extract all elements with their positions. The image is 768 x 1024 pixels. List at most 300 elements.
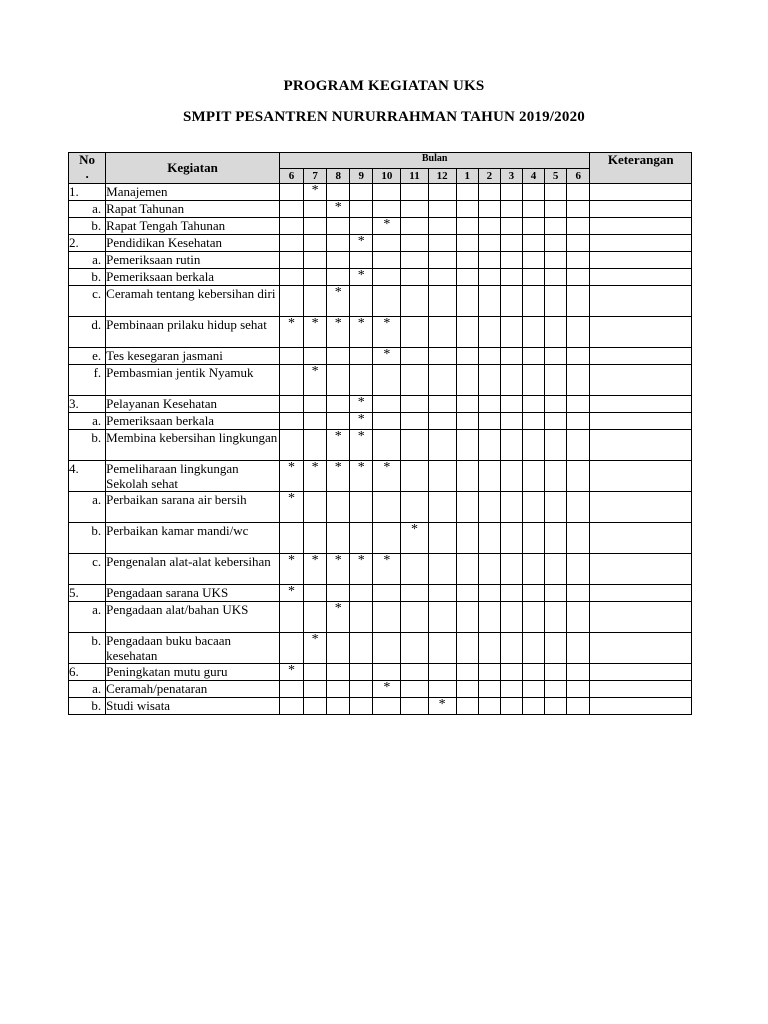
month-header: 2 [478,169,500,184]
row-number: b. [69,698,106,715]
table-row [69,413,692,430]
month-cell [373,554,401,585]
month-cell [567,218,590,235]
month-cell [456,698,478,715]
month-cell [478,554,500,585]
month-cell [428,461,456,492]
activity-name: Studi wisata [106,698,280,715]
month-cell [304,633,327,664]
month-cell [428,348,456,365]
month-cell [478,269,500,286]
month-cell [350,348,373,365]
month-cell [428,286,456,317]
month-cell [350,492,373,523]
keterangan-cell [590,681,692,698]
row-number: 4. [69,461,106,492]
month-cell [522,681,544,698]
schedule-mark: * [357,395,365,410]
month-cell [522,269,544,286]
month-cell [522,430,544,461]
month-cell [373,365,401,396]
schedule-mark: * [311,553,319,568]
row-number: d. [69,317,106,348]
month-cell [401,348,428,365]
month-cell [350,235,373,252]
month-cell [500,218,522,235]
month-cell [456,413,478,430]
keterangan-cell [590,523,692,554]
table-body [69,184,692,715]
schedule-table [68,152,692,715]
month-cell [500,681,522,698]
month-cell [567,365,590,396]
keterangan-cell [590,430,692,461]
month-cell [327,413,350,430]
activity-name: Pemeriksaan berkala [106,269,280,286]
table-row [69,286,692,317]
month-cell [279,348,303,365]
month-cell [478,523,500,554]
table-row [69,235,692,252]
activity-name: Perbaikan sarana air bersih [106,492,280,523]
month-cell [401,430,428,461]
table-row [69,317,692,348]
month-header: 4 [522,169,544,184]
keterangan-cell [590,184,692,201]
month-cell [428,602,456,633]
month-cell [327,585,350,602]
activity-name: Pengenalan alat-alat kebersihan [106,554,280,585]
month-cell [304,286,327,317]
month-cell [279,698,303,715]
activity-name: Ceramah/penataran [106,681,280,698]
month-cell [567,681,590,698]
month-cell [327,317,350,348]
schedule-mark: * [334,553,342,568]
schedule-mark: * [334,285,342,300]
month-cell [279,218,303,235]
month-cell [522,698,544,715]
month-cell [327,492,350,523]
month-cell [327,681,350,698]
keterangan-cell [590,633,692,664]
month-cell [327,252,350,269]
month-cell [373,602,401,633]
month-cell [327,218,350,235]
month-cell [401,269,428,286]
row-number: 2. [69,235,106,252]
row-number: 5. [69,585,106,602]
activity-name: Peningkatan mutu guru [106,664,280,681]
month-cell [500,269,522,286]
document-title: PROGRAM KEGIATAN UKS [283,78,485,94]
keterangan-cell [590,269,692,286]
month-cell [522,633,544,664]
table-row [69,492,692,523]
month-cell [279,585,303,602]
month-cell [279,633,303,664]
month-cell [567,492,590,523]
month-cell [373,585,401,602]
month-cell [456,554,478,585]
table-row [69,348,692,365]
month-cell [522,554,544,585]
month-cell [401,413,428,430]
keterangan-cell [590,698,692,715]
activity-name: Pengadaan alat/bahan UKS [106,602,280,633]
activity-name: Pemeliharaan lingkungan Sekolah sehat [106,461,280,492]
month-cell [567,413,590,430]
table-row [69,252,692,269]
month-cell [478,461,500,492]
schedule-mark: * [311,632,319,647]
month-cell [522,365,544,396]
month-cell [304,396,327,413]
month-cell [304,430,327,461]
month-cell [373,681,401,698]
month-cell [567,633,590,664]
month-cell [428,633,456,664]
month-cell [545,430,567,461]
month-cell [456,201,478,218]
month-cell [373,184,401,201]
month-cell [428,430,456,461]
month-cell [456,585,478,602]
month-cell [456,252,478,269]
keterangan-cell [590,413,692,430]
month-cell [279,184,303,201]
activity-name: Pembasmian jentik Nyamuk [106,365,280,396]
month-cell [428,317,456,348]
keterangan-cell [590,286,692,317]
activity-name: Ceramah tentang kebersihan diri [106,286,280,317]
keterangan-cell [590,201,692,218]
month-cell [545,554,567,585]
month-cell [522,664,544,681]
month-cell [401,252,428,269]
month-cell [350,585,373,602]
month-cell [545,523,567,554]
schedule-mark: * [334,316,342,331]
month-cell [428,523,456,554]
month-cell [279,365,303,396]
month-cell [401,554,428,585]
month-cell [500,664,522,681]
month-cell [350,365,373,396]
row-number: a. [69,602,106,633]
month-cell [545,348,567,365]
month-cell [428,585,456,602]
table-row [69,269,692,286]
month-cell [279,269,303,286]
table-row [69,430,692,461]
activity-name: Rapat Tengah Tahunan [106,218,280,235]
month-cell [401,201,428,218]
month-cell [279,523,303,554]
month-cell [500,633,522,664]
row-number: a. [69,413,106,430]
table-row [69,698,692,715]
month-header: 8 [327,169,350,184]
month-cell [327,269,350,286]
month-cell [500,413,522,430]
month-cell [567,201,590,218]
month-cell [567,523,590,554]
month-cell [456,184,478,201]
header-bulan: Bulan [279,153,589,169]
month-cell [545,218,567,235]
row-number: b. [69,218,106,235]
row-number: e. [69,348,106,365]
month-cell [304,492,327,523]
keterangan-cell [590,554,692,585]
month-cell [401,681,428,698]
month-cell [350,201,373,218]
month-cell [350,413,373,430]
month-cell [350,218,373,235]
month-cell [567,602,590,633]
schedule-mark: * [311,183,319,198]
month-cell [545,681,567,698]
schedule-mark: * [311,364,319,379]
month-cell [500,252,522,269]
month-cell [522,286,544,317]
month-cell [456,269,478,286]
table-row [69,461,692,492]
month-cell [456,492,478,523]
month-cell [373,492,401,523]
month-cell [500,235,522,252]
month-cell [500,184,522,201]
month-cell [478,585,500,602]
month-cell [545,269,567,286]
month-cell [567,348,590,365]
schedule-mark: * [383,680,391,695]
schedule-mark: * [334,601,342,616]
month-cell [279,286,303,317]
row-number: a. [69,492,106,523]
row-number: c. [69,554,106,585]
month-cell [373,396,401,413]
month-cell [456,218,478,235]
month-cell [545,184,567,201]
activity-name: Pelayanan Kesehatan [106,396,280,413]
month-cell [401,492,428,523]
month-cell [478,348,500,365]
activity-name: Pendidikan Kesehatan [106,235,280,252]
month-cell [304,461,327,492]
month-cell [279,664,303,681]
month-header: 1 [456,169,478,184]
schedule-mark: * [287,553,295,568]
month-cell [401,218,428,235]
month-cell [304,317,327,348]
month-cell [304,201,327,218]
month-cell [456,235,478,252]
month-cell [428,492,456,523]
month-cell [478,317,500,348]
month-cell [567,461,590,492]
table-row [69,218,692,235]
month-cell [545,698,567,715]
month-cell [545,396,567,413]
month-cell [478,286,500,317]
month-cell [545,365,567,396]
table-row [69,554,692,585]
month-cell [401,317,428,348]
month-cell [567,664,590,681]
month-cell [567,554,590,585]
month-cell [279,554,303,585]
month-cell [545,252,567,269]
month-cell [401,461,428,492]
month-cell [478,201,500,218]
month-cell [373,461,401,492]
month-cell [500,492,522,523]
month-cell [478,235,500,252]
month-cell [567,585,590,602]
month-cell [350,184,373,201]
month-cell [522,413,544,430]
month-cell [279,430,303,461]
month-cell [545,461,567,492]
table-row [69,365,692,396]
month-cell [428,269,456,286]
month-cell [327,461,350,492]
table-row [69,523,692,554]
keterangan-cell [590,348,692,365]
schedule-mark: * [411,522,418,537]
month-cell [567,235,590,252]
activity-name: Pembinaan prilaku hidup sehat [106,317,280,348]
table-row [69,664,692,681]
row-number: a. [69,201,106,218]
table-row [69,602,692,633]
month-cell [522,602,544,633]
month-cell [478,602,500,633]
month-cell [545,664,567,681]
activity-name: Pengadaan sarana UKS [106,585,280,602]
table-row [69,396,692,413]
month-cell [401,396,428,413]
month-cell [304,365,327,396]
keterangan-cell [590,252,692,269]
month-cell [500,698,522,715]
month-cell [478,252,500,269]
month-cell [478,698,500,715]
month-cell [522,461,544,492]
month-cell [350,317,373,348]
keterangan-cell [590,461,692,492]
schedule-mark: * [311,460,319,475]
month-cell [279,602,303,633]
month-header: 3 [500,169,522,184]
activity-name: Membina kebersihan lingkungan [106,430,280,461]
month-cell [373,201,401,218]
header-keterangan: Keterangan [590,153,692,184]
keterangan-cell [590,585,692,602]
schedule-mark: * [357,553,365,568]
month-cell [279,396,303,413]
month-header: 7 [304,169,327,184]
document-subtitle: SMPIT PESANTREN NURURRAHMAN TAHUN 2019/2020 [183,109,585,125]
row-number: f. [69,365,106,396]
row-number: a. [69,252,106,269]
month-cell [545,492,567,523]
header-no [69,153,106,184]
month-header: 6 [567,169,590,184]
month-cell [350,252,373,269]
month-cell [279,317,303,348]
month-cell [279,413,303,430]
month-cell [500,365,522,396]
month-cell [500,317,522,348]
schedule-mark: * [334,429,342,444]
month-cell [456,633,478,664]
keterangan-cell [590,396,692,413]
month-cell [428,664,456,681]
month-cell [373,252,401,269]
month-header: 11 [401,169,428,184]
month-cell [567,252,590,269]
keterangan-cell [590,602,692,633]
month-cell [428,681,456,698]
month-cell [279,201,303,218]
month-cell [327,201,350,218]
month-cell [350,633,373,664]
month-cell [522,396,544,413]
month-cell [327,554,350,585]
row-number: b. [69,269,106,286]
keterangan-cell [590,664,692,681]
schedule-mark: * [383,217,391,232]
month-cell [522,252,544,269]
month-cell [373,218,401,235]
schedule-mark: * [383,316,391,331]
month-cell [350,269,373,286]
month-cell [279,681,303,698]
month-cell [304,184,327,201]
activity-name: Perbaikan kamar mandi/wc [106,523,280,554]
month-cell [522,201,544,218]
row-number: 6. [69,664,106,681]
keterangan-cell [590,235,692,252]
month-cell [327,286,350,317]
keterangan-cell [590,365,692,396]
month-cell [401,585,428,602]
month-cell [456,348,478,365]
month-cell [304,585,327,602]
month-cell [478,430,500,461]
month-header: 12 [428,169,456,184]
month-cell [350,664,373,681]
month-cell [478,681,500,698]
schedule-mark: * [357,268,365,283]
month-cell [456,523,478,554]
schedule-mark: * [287,316,295,331]
month-cell [456,430,478,461]
month-cell [567,698,590,715]
month-cell [401,235,428,252]
month-cell [373,317,401,348]
month-cell [500,286,522,317]
month-cell [304,218,327,235]
month-cell [428,698,456,715]
schedule-mark: * [383,553,391,568]
month-cell [304,698,327,715]
month-cell [350,554,373,585]
table-row [69,681,692,698]
